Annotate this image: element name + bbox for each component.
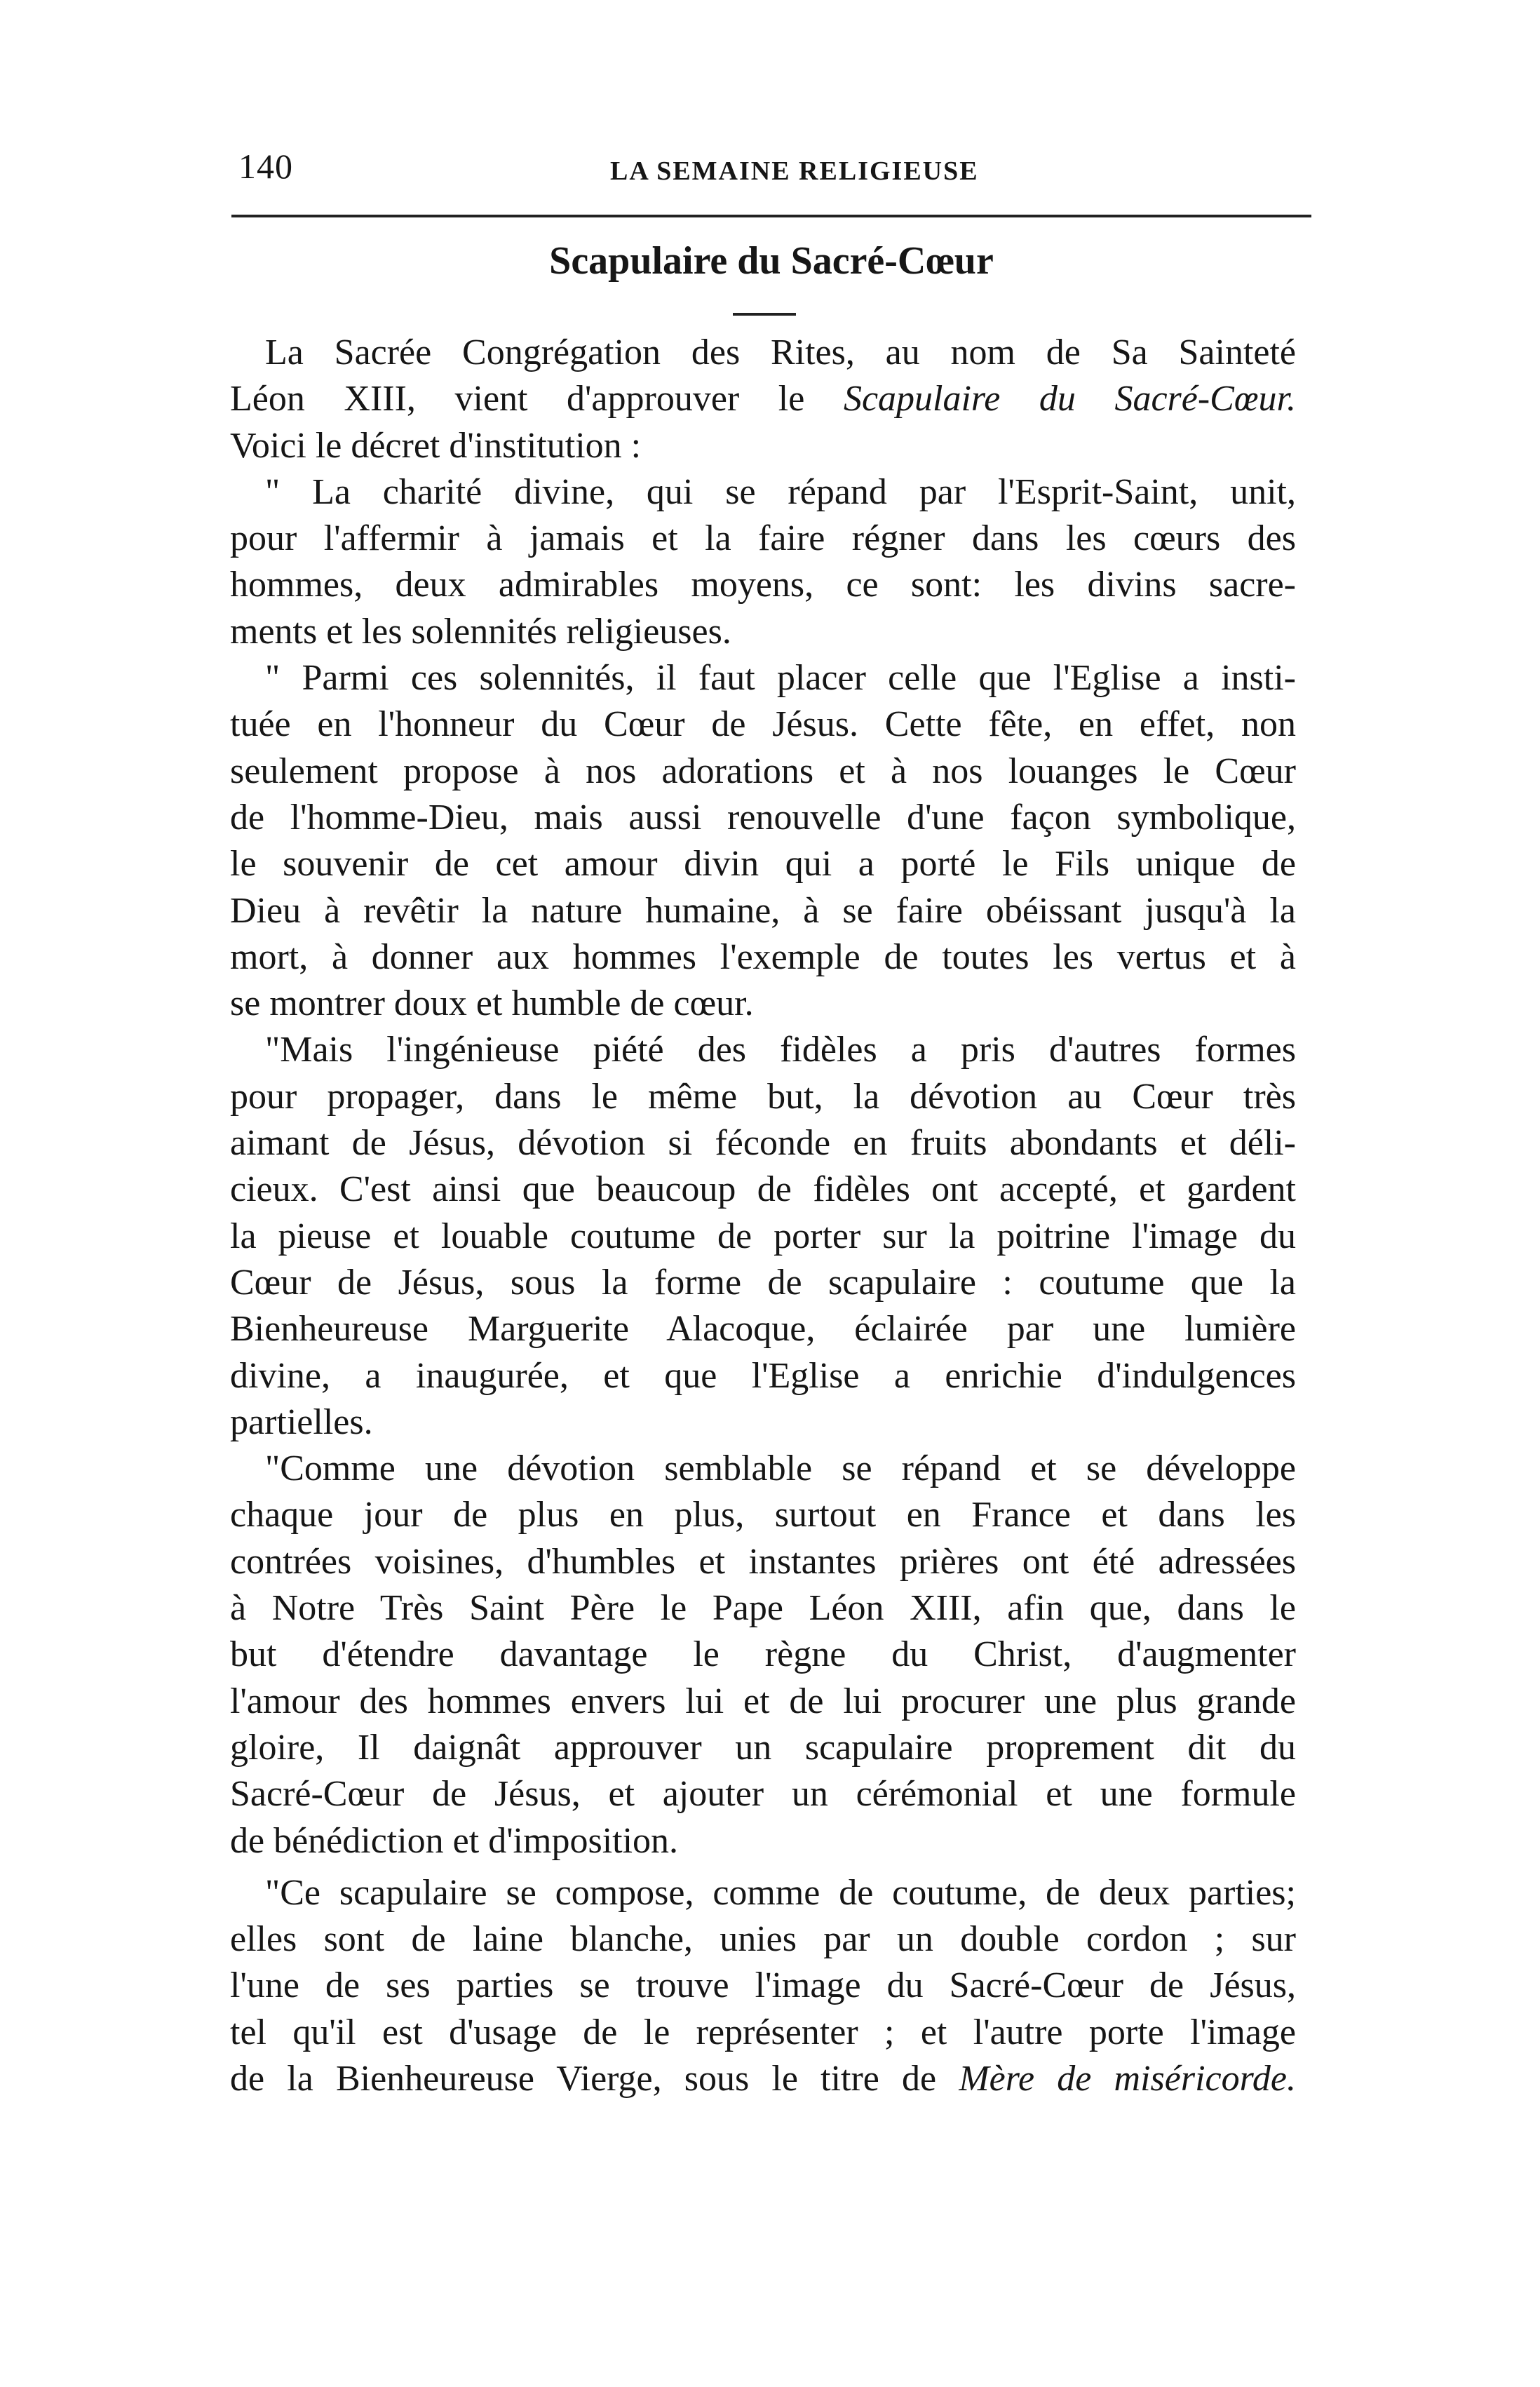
text-line: ments et les solennités religieuses. bbox=[230, 611, 731, 652]
text-line: de l'homme-Dieu, mais aussi renouvelle d'une façon symbolique, bbox=[230, 797, 1296, 838]
text-line: Sacré-Cœur de Jésus, et ajouter un cérémonial et une formule bbox=[230, 1774, 1296, 1815]
text-line: elles sont de laine blanche, unies par un double cordon ; sur bbox=[230, 1919, 1296, 1960]
text-line: "Ce scapulaire se compose, comme de coutume, de deux parties; bbox=[265, 1872, 1296, 1913]
text-line: à Notre Très Saint Père le Pape Léon XIII, afin que, dans le bbox=[230, 1588, 1296, 1629]
text-line: Voici le décret d'institution : bbox=[230, 425, 642, 466]
text-line: "Comme une dévotion semblable se répand et se développe bbox=[265, 1448, 1296, 1489]
header-rule bbox=[231, 215, 1311, 217]
text-line: " La charité divine, qui se répand par l'Esprit-Saint, unit, bbox=[265, 471, 1296, 512]
text-line: partielles. bbox=[230, 1401, 373, 1442]
text-line: divine, a inaugurée, et que l'Eglise a enrichie d'indulgences bbox=[230, 1355, 1296, 1396]
italic-title: Mère de miséricorde. bbox=[959, 2058, 1296, 2099]
text-line: Bienheureuse Marguerite Alacoque, éclairée par une lumière bbox=[230, 1309, 1296, 1350]
text-line: Dieu à revêtir la nature humaine, à se faire obéissant jusqu'à la bbox=[230, 890, 1296, 931]
text-span: Léon XIII, vient d'approuver le bbox=[230, 379, 805, 419]
text-line: contrées voisines, d'humbles et instantes prières ont été adressées bbox=[230, 1541, 1296, 1582]
text-line bbox=[230, 376, 1296, 422]
text-line: "Mais l'ingénieuse piété des fidèles a pris d'autres formes bbox=[265, 1030, 1296, 1070]
text-line: aimant de Jésus, dévotion si féconde en fruits abondants et déli- bbox=[230, 1123, 1296, 1164]
text-line: mort, à donner aux hommes l'exemple de toutes les vertus et à bbox=[230, 936, 1296, 977]
text-line: tel qu'il est d'usage de le représenter ; et l'autre porte l'image bbox=[230, 2012, 1296, 2052]
text-line: de bénédiction et d'imposition. bbox=[230, 1820, 679, 1861]
text-line: Cœur de Jésus, sous la forme de scapulaire : coutume que la bbox=[230, 1262, 1296, 1303]
article-body bbox=[230, 330, 1296, 2102]
text-line: pour l'affermir à jamais et la faire régner dans les cœurs des bbox=[230, 518, 1296, 559]
text-line: cieux. C'est ainsi que beaucoup de fidèles ont accepté, et gardent bbox=[230, 1169, 1296, 1210]
text-line: le souvenir de cet amour divin qui a porté le Fils unique de bbox=[230, 844, 1296, 885]
text-line: tuée en l'honneur du Cœur de Jésus. Cette fête, en effet, non bbox=[230, 704, 1296, 745]
title-divider bbox=[733, 313, 796, 316]
text-line: chaque jour de plus en plus, surtout en France et dans les bbox=[230, 1495, 1296, 1535]
running-title: LA SEMAINE RELIGIEUSE bbox=[610, 156, 979, 186]
page-number: 140 bbox=[238, 147, 293, 186]
text-line: seulement propose à nos adorations et à nos louanges le Cœur bbox=[230, 751, 1296, 791]
text-span: de la Bienheureuse Vierge, sous le titre de bbox=[230, 2058, 937, 2099]
article-title: Scapulaire du Sacré-Cœur bbox=[549, 239, 994, 283]
text-line: pour propager, dans le même but, la dévotion au Cœur très bbox=[230, 1076, 1296, 1117]
text-line: hommes, deux admirables moyens, ce sont: les divins sacre- bbox=[230, 565, 1296, 605]
text-line bbox=[230, 2056, 1296, 2102]
italic-title: Scapulaire du Sacré-Cœur. bbox=[843, 379, 1296, 419]
text-line: l'une de ses parties se trouve l'image du Sacré-Cœur de Jésus, bbox=[230, 1965, 1296, 2006]
text-line: l'amour des hommes envers lui et de lui procurer une plus grande bbox=[230, 1681, 1296, 1721]
text-line: but d'étendre davantage le règne du Christ, d'augmenter bbox=[230, 1634, 1296, 1675]
text-line: la pieuse et louable coutume de porter sur la poitrine l'image du bbox=[230, 1216, 1296, 1256]
page-header bbox=[210, 140, 1311, 189]
text-line: gloire, Il daignât approuver un scapulaire proprement dit du bbox=[230, 1727, 1296, 1768]
text-line: " Parmi ces solennités, il faut placer celle que l'Eglise a insti- bbox=[265, 658, 1296, 699]
text-line: se montrer doux et humble de cœur. bbox=[230, 983, 754, 1024]
text-line: La Sacrée Congrégation des Rites, au nom de Sa Sainteté bbox=[265, 332, 1296, 372]
